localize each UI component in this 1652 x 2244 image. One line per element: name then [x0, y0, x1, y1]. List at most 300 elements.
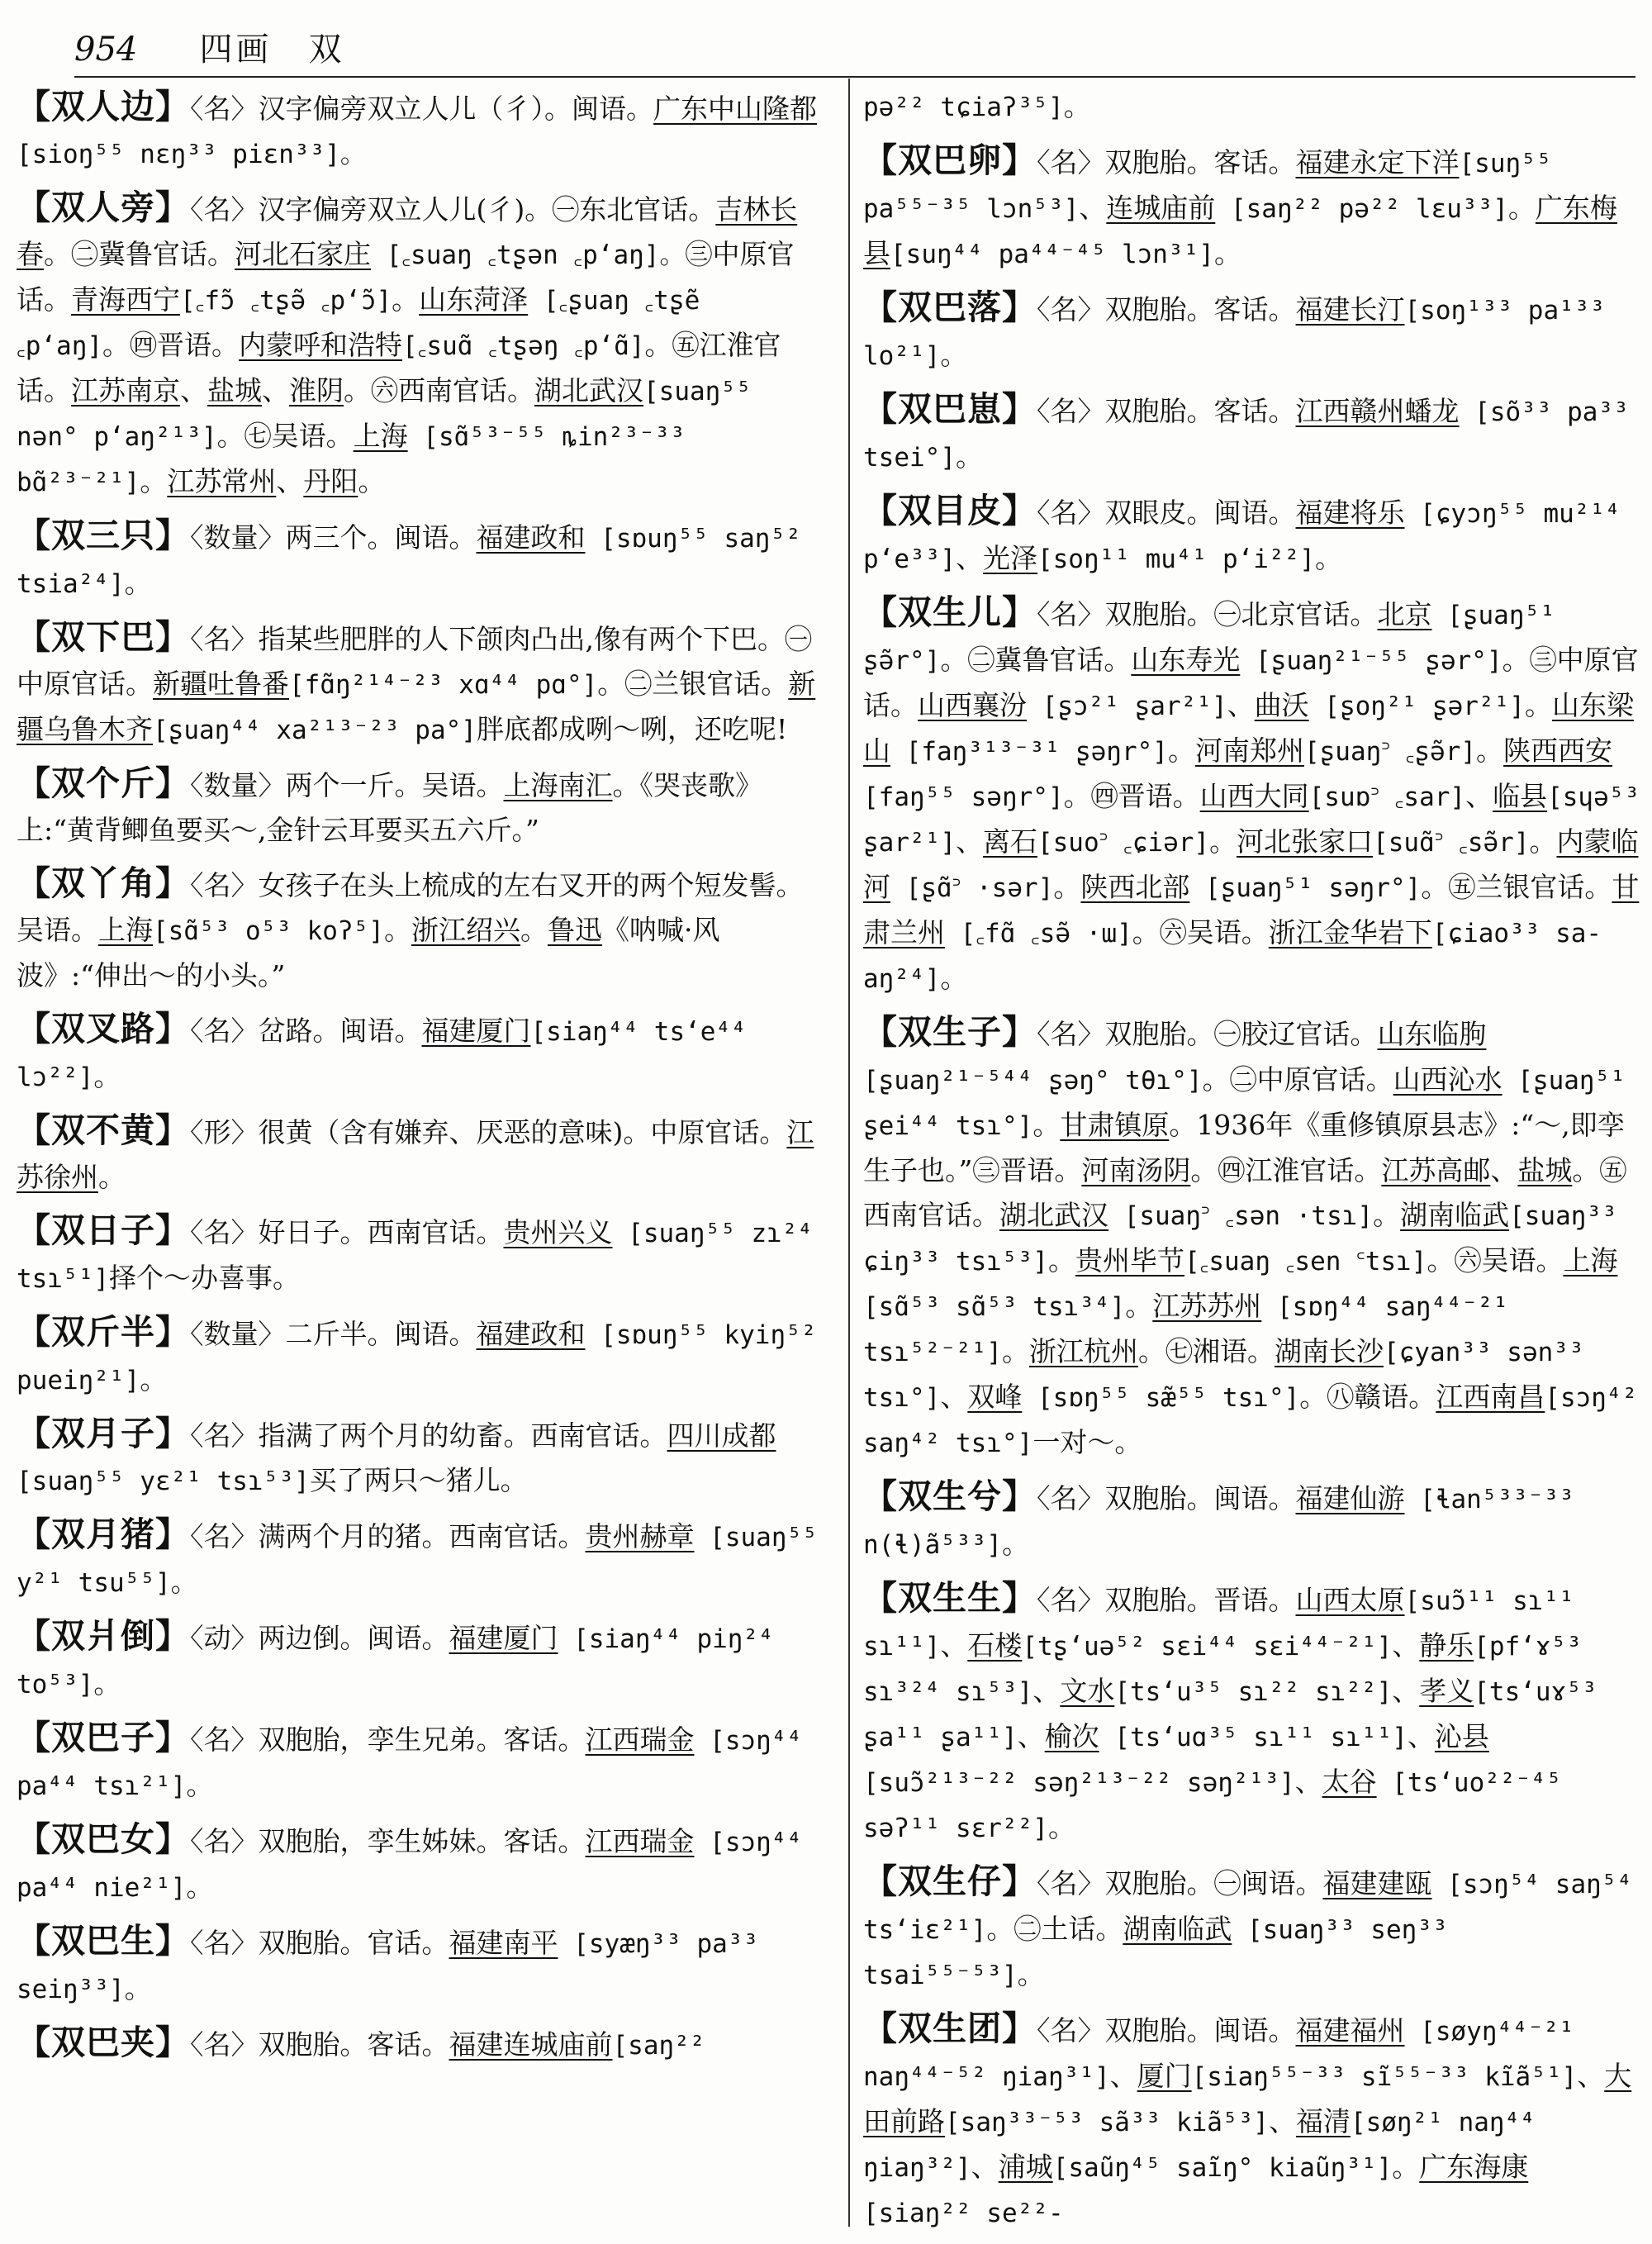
- entry-headword: 【双月猪】: [17, 1514, 190, 1554]
- definition-text: 、: [1465, 780, 1493, 812]
- phonetic-transcription: [tsʻu³⁵ sɿ²² sɿ²²]: [1114, 1677, 1393, 1707]
- dictionary-entry: [863, 138, 1644, 277]
- definition-text: 。㊄西南官话。: [863, 1154, 1627, 1231]
- entry-headword: 【双巴落】: [863, 288, 1037, 327]
- place-name: 江苏苏州: [1152, 1290, 1262, 1322]
- phonetic-transcription: [siaŋ⁴⁴ piŋ²⁴ to⁵³]: [17, 1624, 774, 1700]
- phonetic-transcription: [saũŋ⁴⁵ saĩŋ° kiaũŋ³¹]: [1052, 2153, 1393, 2183]
- place-name: 贵州赫章: [585, 1520, 695, 1552]
- phonetic-transcription: [siaŋ⁵⁵⁻³³ sĩ⁵⁵⁻³³ kĩã⁵¹]: [1191, 2062, 1578, 2092]
- place-name: 福建政和: [476, 521, 586, 554]
- place-name: 江西赣州蟠龙: [1295, 395, 1460, 427]
- definition-text: 〈名〉岔路。闽语。: [190, 1015, 422, 1047]
- place-name: 福建政和: [476, 1318, 586, 1350]
- definition-text: 、: [1227, 689, 1255, 721]
- dictionary-entry: [863, 1859, 1644, 1998]
- place-name: 江苏高邮: [1381, 1154, 1491, 1186]
- phonetic-transcription: [ɕyan³³ sən³³ tsɿ°]: [863, 1338, 1584, 1413]
- place-name: 淮阴: [289, 374, 344, 406]
- place-name: 四川成都: [667, 1419, 776, 1452]
- dictionary-entry: [863, 387, 1644, 480]
- definition-text: 〈名〉双胞胎。㊀闽语。: [1037, 1867, 1323, 1899]
- entry-headword: 【双生儿】: [863, 592, 1037, 632]
- place-name: 贵州毕节: [1075, 1244, 1184, 1277]
- definition-text: 。: [140, 1363, 168, 1395]
- definition-text: 。: [1063, 90, 1091, 122]
- definition-text: 。: [1209, 825, 1237, 858]
- definition-text: 。: [1047, 1244, 1075, 1277]
- phonetic-transcription: [sɒŋ⁵⁵ sæ̃⁵⁵ tsɿ°]: [1022, 1383, 1300, 1413]
- place-name: 上海南汇: [503, 769, 613, 801]
- phonetic-transcription: [syæŋ³³ pa³³ seiŋ³³]: [17, 1929, 759, 2004]
- phonetic-transcription: [suo꜄ ꜀ɕiər]: [1037, 828, 1210, 858]
- right-column: [863, 84, 1644, 2244]
- definition-text: 、: [180, 374, 207, 406]
- place-name: 盐城: [207, 374, 262, 406]
- entry-headword: 【双人旁】: [17, 188, 190, 227]
- place-name: 连城庙前: [1106, 192, 1216, 224]
- definition-text: 、: [1577, 2060, 1605, 2092]
- definition-text: 。: [93, 1667, 121, 1700]
- place-name: 江西南昌: [1436, 1381, 1545, 1413]
- definition-text: 。㊁中原官话。: [1202, 1063, 1393, 1096]
- phonetic-transcription: [sɥə⁵³ ʂar²¹]: [863, 782, 1640, 858]
- column-divider: [848, 78, 850, 2227]
- dictionary-entry: [17, 761, 822, 853]
- definition-text: 、: [1490, 1154, 1518, 1186]
- place-name: 太谷: [1322, 1766, 1377, 1798]
- definition-text: 。: [170, 1566, 198, 1598]
- entry-headword: 【双叉路】: [17, 1009, 190, 1048]
- dictionary-entry: [863, 488, 1644, 582]
- definition-text: 、: [1109, 2060, 1137, 2092]
- dictionary-entry: [17, 1411, 822, 1504]
- definition-text: 、: [262, 374, 289, 406]
- definition-text: 。: [392, 283, 420, 316]
- definition-text: 。㊁兰银官话。: [597, 668, 789, 700]
- phonetic-transcription: [suɒ꜄ ꜀sar]: [1308, 782, 1466, 812]
- definition-text: 。1936年《重修镇原县志》:“～,即孪生子也。”㊂晋语。: [863, 1109, 1625, 1186]
- place-name: 新疆乌鲁木齐: [17, 668, 816, 745]
- definition-text: 。: [1213, 237, 1241, 269]
- definition-text: 、: [971, 2151, 999, 2183]
- place-name: 福建将乐: [1295, 497, 1405, 529]
- phonetic-transcription: [tsʻuo²²⁻⁴⁵ səʔ¹¹ sɛr²²]: [863, 1768, 1562, 1843]
- entry-headword: 【双生仔】: [863, 1861, 1037, 1901]
- place-name: 山西大同: [1199, 780, 1309, 812]
- place-name: 湖南临武: [1400, 1199, 1510, 1231]
- place-name: 福建厦门: [449, 1622, 558, 1654]
- definition-text: 。: [1047, 1811, 1075, 1843]
- definition-text: 。: [1392, 2151, 1420, 2183]
- place-name: 临县: [1493, 780, 1548, 812]
- page-number: 954: [74, 31, 138, 69]
- definition-text: 〈名〉汉字偏旁双立人儿（彳）。闽语。: [190, 93, 653, 125]
- entry-headword: 【双巴生】: [17, 1921, 190, 1961]
- place-name: 双峰: [967, 1381, 1023, 1413]
- definition-text: 。㊁土话。: [986, 1913, 1123, 1945]
- definition-text: 、: [1032, 1675, 1061, 1707]
- dictionary-entry: [17, 513, 822, 606]
- definition-text: 。㊄江淮官话。: [17, 329, 781, 406]
- place-name: 大田前路: [863, 2060, 1632, 2137]
- definition-text: 、: [1017, 1720, 1045, 1752]
- place-name: 浙江绍兴: [411, 914, 520, 946]
- phonetic-transcription: [ʂoŋ²¹ ʂər²¹]: [1308, 692, 1525, 721]
- phonetic-transcription: [tsʻuɤ⁵³ ʂa¹¹ ʂa¹¹]: [863, 1677, 1597, 1752]
- place-name: 甘肃镇原: [1060, 1109, 1170, 1141]
- phonetic-transcription: [ʂuaŋ⁴⁴ xa²¹³⁻²³ pa°]: [153, 716, 477, 745]
- phonetic-transcription: [꜀ʂuaŋ ꜀tʂẽ ꜀pʻaŋ]: [17, 286, 700, 361]
- dictionary-entry: [17, 1614, 822, 1707]
- definition-text: 〈形〉很黄（含有嫌弃、厌恶的意味)。中原官话。: [190, 1116, 787, 1148]
- dictionary-entry: [863, 285, 1644, 378]
- definition-text: 。㊅吴语。: [1132, 916, 1269, 948]
- definition-text: 。㊆湘语。: [1137, 1335, 1275, 1367]
- phonetic-transcription: [suaŋ⁵⁵ zɿ²⁴ tsɿ⁵¹]: [17, 1219, 814, 1294]
- dictionary-entry: [17, 861, 822, 998]
- place-name: 吉林长春: [17, 193, 798, 270]
- definition-text: 。㊇赣语。: [1299, 1381, 1436, 1413]
- dictionary-entry: [863, 1576, 1644, 1851]
- definition-text: 〈名〉双胞胎。官话。: [190, 1927, 449, 1959]
- definition-text: 〈名〉双胞胎。客话。: [1037, 395, 1296, 427]
- place-name: 盐城: [1517, 1154, 1573, 1186]
- phonetic-transcription: [saŋ²²: [612, 2031, 705, 2061]
- place-name: 广东梅县: [863, 192, 1617, 269]
- definition-text: 一对～。: [1032, 1426, 1142, 1458]
- dictionary-entry: [863, 1010, 1644, 1466]
- phonetic-transcription: [sɔŋ⁴⁴ pa⁴⁴ nie²¹]: [17, 1828, 803, 1903]
- definition-text: 。㊄兰银官话。: [1421, 871, 1612, 903]
- definition-text: 〈名〉双胞胎。客话。: [190, 2028, 449, 2061]
- dictionary-entry: [863, 1474, 1644, 1567]
- phonetic-transcription: [sioŋ⁵⁵ nɛŋ³³ piɛn³³]。: [17, 140, 366, 169]
- definition-text: 、: [1407, 1720, 1435, 1752]
- phonetic-transcription: [pfʻɤ⁵³ sɿ³²⁴ sɿ⁵³]: [863, 1632, 1582, 1707]
- phonetic-transcription: [sɔŋ⁴⁴ pa⁴⁴ tsɿ²¹]: [17, 1726, 803, 1801]
- place-name: 广东海康: [1419, 2151, 1529, 2183]
- entry-headword: 【双三只】: [17, 516, 190, 555]
- place-name: 内蒙呼和浩特: [239, 329, 403, 361]
- place-name: 福建福州: [1295, 2014, 1405, 2047]
- definition-text: 〈名〉双眼皮。闽语。: [1037, 497, 1296, 529]
- phonetic-transcription: [suɔ̃²¹³⁻²² səŋ²¹³⁻²² səŋ²¹³]: [863, 1768, 1295, 1798]
- place-name: 沁县: [1434, 1720, 1489, 1752]
- definition-text: 。: [358, 465, 386, 497]
- phonetic-transcription: [ʂuaŋ²¹⁻⁵⁵ ʂər°]: [1240, 646, 1502, 676]
- place-name: 静乐: [1419, 1629, 1474, 1662]
- place-name: 光泽: [982, 542, 1037, 574]
- place-name: 江西瑞金: [585, 1825, 695, 1857]
- definition-text: 〈名〉好日子。西南官话。: [190, 1216, 504, 1248]
- phonetic-transcription: [saŋ²² pə²² lɛu³³]: [1215, 194, 1508, 224]
- definition-text: 〈名〉双胞胎。晋语。: [1037, 1584, 1296, 1616]
- definition-text: 。: [1524, 689, 1552, 721]
- place-name: 石楼: [967, 1629, 1023, 1662]
- phonetic-transcription: [sɑ̃⁵³ sɑ̃⁵³ tsɿ³⁴]: [863, 1292, 1126, 1322]
- phonetic-transcription: [suɔ̃¹¹ sɿ¹¹ sɿ¹¹]: [863, 1586, 1574, 1662]
- phonetic-transcription: [sõ³³ pa³³ tsei°]: [863, 397, 1629, 473]
- definition-text: 。: [1032, 1109, 1061, 1141]
- definition-text: 。: [186, 1871, 214, 1903]
- place-name: 厦门: [1137, 2060, 1192, 2092]
- phonetic-transcription: pə²² tɕiaʔ³⁵]: [863, 93, 1064, 122]
- phonetic-transcription: [soŋ¹³³ pa¹³³ lo²¹]: [863, 296, 1606, 371]
- definition-text: 〈名〉双胞胎。客话。: [1037, 293, 1296, 326]
- place-name: 榆次: [1044, 1720, 1099, 1752]
- definition-text: 〈数量〉两个一斤。吴语。: [190, 769, 504, 801]
- entry-headword: 【双巴崽】: [863, 389, 1037, 429]
- phonetic-transcription: [suaŋ⁵⁵ y²¹ tsu⁵⁵]: [17, 1523, 818, 1598]
- definition-text: 〈名〉指某些肥胖的人下颌肉凸出,像有两个下巴。㊀中原官话。: [17, 623, 812, 700]
- definition-text: 〈名〉双胞胎。客话。: [1037, 146, 1296, 178]
- place-name: 福建仙游: [1295, 1482, 1405, 1514]
- phonetic-transcription: [suɑ̃꜄ ꜀sə̃r]: [1373, 828, 1530, 858]
- phonetic-transcription: [sɒŋ⁴⁴ saŋ⁴⁴⁻²¹ tsɿ⁵²⁻²¹]: [863, 1292, 1508, 1367]
- phonetic-transcription: [suaŋ⁵⁵ yɛ²¹ tsɿ⁵³]: [17, 1467, 310, 1496]
- entry-headword: 【双下巴】: [17, 617, 190, 657]
- dictionary-entry: [17, 1715, 822, 1809]
- definition-text: 。: [383, 914, 411, 946]
- entry-headword: 【双人边】: [17, 87, 190, 126]
- place-name: 福建厦门: [421, 1015, 531, 1047]
- definition-text: 。: [124, 1972, 152, 2004]
- entry-headword: 【双个斤】: [17, 763, 190, 803]
- definition-text: 。: [1476, 735, 1504, 767]
- place-name: 江苏南京: [71, 374, 180, 406]
- phonetic-transcription: [ʂuaŋ⁵¹ ʂei⁴⁴ tsɿ°]: [863, 1066, 1626, 1141]
- place-name: 上海: [1563, 1244, 1618, 1277]
- dictionary-entry: [863, 84, 1644, 130]
- phonetic-transcription: [sɒuŋ⁵⁵ saŋ⁵² tsia²⁴]: [17, 524, 801, 599]
- dictionary-entry: [17, 1006, 822, 1100]
- definition-text: 〈名〉满两个月的猪。西南官话。: [190, 1520, 586, 1552]
- entry-headword: 【双不黄】: [17, 1110, 190, 1150]
- place-name: 河北张家口: [1237, 825, 1374, 858]
- place-name: 山东寿光: [1131, 644, 1241, 676]
- phonetic-transcription: [soŋ¹¹ mu⁴¹ pʻi²²]: [1037, 544, 1315, 574]
- definition-text: 。: [98, 1161, 126, 1193]
- definition-text: 〈数量〉二斤半。闽语。: [190, 1318, 477, 1350]
- place-name: 福建永定下洋: [1295, 146, 1460, 178]
- definition-text: 。: [955, 440, 983, 473]
- definition-text: 、: [1294, 1766, 1322, 1798]
- place-name: 江苏常州: [167, 465, 277, 497]
- definition-text: 。: [1125, 1290, 1153, 1322]
- definition-text: 。: [93, 1060, 121, 1092]
- dictionary-entry: [17, 1918, 822, 2012]
- definition-text: 〈动〉两边倒。闽语。: [190, 1622, 449, 1654]
- phonetic-transcription: [sɑ̃⁵³ o⁵³ koʔ⁵]: [153, 916, 384, 946]
- place-name: 内蒙临河: [863, 825, 1639, 903]
- place-name: 贵州兴义: [503, 1216, 613, 1248]
- definition-text: 。: [1167, 735, 1195, 767]
- place-name: 河南郑州: [1194, 735, 1304, 767]
- place-name: 湖南长沙: [1274, 1335, 1384, 1367]
- definition-text: 〈名〉双胞胎，孪生姊妹。客话。: [190, 1825, 586, 1857]
- phonetic-transcription: [suaŋ꜄ ꜀sən ·tsɿ]: [1108, 1201, 1374, 1231]
- dictionary-entry: [17, 1208, 822, 1301]
- dictionary-entry: [17, 1310, 822, 1403]
- entry-headword: 【双巴女】: [17, 1819, 190, 1859]
- phonetic-transcription: [siaŋ⁴⁴ tsʻe⁴⁴ lɔ²²]: [17, 1017, 747, 1092]
- entry-headword: 【双生生】: [863, 1578, 1037, 1618]
- phonetic-transcription: [søŋ²¹ naŋ⁴⁴ ŋiaŋ³²]: [863, 2108, 1536, 2183]
- phonetic-transcription: [꜀fɑ̃ ꜀sə̃ ·ɯ]: [945, 919, 1132, 948]
- dictionary-entry: [17, 1108, 822, 1200]
- dictionary-entry: [17, 2020, 822, 2068]
- definition-text: 。: [1001, 1335, 1029, 1367]
- definition-text: 。: [1314, 542, 1342, 574]
- definition-text: 〈名〉指满了两个月的幼畜。西南官话。: [190, 1419, 667, 1452]
- phonetic-transcription: [sɑ̃⁵³⁻⁵⁵ ȵin²³⁻³³ bɑ̃²³⁻²¹]: [17, 422, 686, 497]
- definition-text: 。: [940, 339, 968, 371]
- place-name: 离石: [982, 825, 1037, 858]
- place-name: 陕西西安: [1503, 735, 1613, 767]
- place-name: 山东菏泽: [419, 283, 529, 316]
- phonetic-transcription: [sɒuŋ⁵⁵ kyiŋ⁵² pueiŋ²¹]: [17, 1320, 817, 1395]
- phonetic-transcription: [siaŋ²² se²²-: [863, 2199, 1064, 2228]
- place-name: 鲁迅: [547, 914, 602, 946]
- phonetic-transcription: [suaŋ³³ ɕiŋ³³ tsɿ⁵³]: [863, 1201, 1617, 1277]
- place-name: 浦城: [998, 2151, 1053, 2183]
- definition-text: 买了两只～猪儿。: [309, 1464, 528, 1496]
- phonetic-transcription: [ɬan⁵³³⁻³³ n(ɬ)ã⁵³³]: [863, 1485, 1574, 1560]
- definition-text: ㊂中原官话。: [17, 238, 795, 316]
- definition-text: 。㊃晋语。: [102, 329, 240, 361]
- place-name: 山东梁山: [863, 689, 1634, 767]
- phonetic-transcription: [꜀suaŋ ꜀tʂən ꜀pʻaŋ]。: [371, 240, 686, 270]
- phonetic-transcription: [sɔŋ⁵⁴ saŋ⁵⁴ tsʻiɛ²¹]: [863, 1870, 1633, 1945]
- definition-text: 。㊃江淮官话。: [1190, 1154, 1382, 1186]
- place-name: 河北石家庄: [235, 238, 371, 270]
- definition-text: 、: [1079, 192, 1107, 224]
- place-name: 上海: [98, 914, 153, 946]
- place-name: 曲沃: [1254, 689, 1309, 721]
- definition-text: 〈名〉双胞胎。闽语。: [1037, 1482, 1296, 1514]
- dictionary-entry: [17, 1817, 822, 1910]
- definition-text: 、: [1392, 1675, 1420, 1707]
- dictionary-entry: [17, 615, 822, 753]
- definition-text: 〈名〉女孩子在头上梳成的左右叉开的两个短发髻。吴语。: [17, 869, 804, 946]
- definition-text: 。㊃晋语。: [1063, 780, 1200, 812]
- entry-headword: 【双巴卵】: [863, 140, 1037, 180]
- definition-text: 、: [955, 825, 983, 858]
- place-name: 福清: [1295, 2105, 1351, 2137]
- place-name: 福建南平: [449, 1927, 558, 1959]
- entry-headword: 【双生子】: [863, 1012, 1037, 1052]
- header-rule: [74, 76, 1635, 78]
- dictionary-entry: [863, 590, 1644, 1001]
- definition-text: 。㊅吴语。: [1427, 1244, 1564, 1277]
- definition-text: 。㊁冀鲁官话。: [940, 644, 1132, 676]
- phonetic-transcription: [sɔŋ⁴² saŋ⁴² tsɿ°]: [863, 1383, 1638, 1458]
- definition-text: 、: [1392, 1629, 1420, 1662]
- place-name: 新疆吐鲁番: [153, 668, 289, 700]
- entry-headword: 【双巴子】: [17, 1718, 190, 1757]
- definition-text: 。: [1017, 1958, 1045, 1990]
- definition-text: 、: [940, 1629, 968, 1662]
- entry-headword: 【双目皮】: [863, 491, 1037, 530]
- dictionary-entry: [863, 2006, 1644, 2236]
- phonetic-transcription: [ɕiao³³ sa-aŋ²⁴]: [863, 919, 1602, 994]
- phonetic-transcription: [ʂuaŋ²¹⁻⁵⁴⁴ ʂəŋ° tθɿ°]: [863, 1066, 1203, 1096]
- entry-headword: 【双斤半】: [17, 1312, 190, 1352]
- place-name: 山东临朐: [1377, 1018, 1487, 1050]
- phonetic-transcription: [꜀suaŋ ꜀sen ꜂tsɿ]: [1184, 1247, 1427, 1277]
- definition-text: 、: [955, 542, 983, 574]
- phonetic-transcription: [tʂʻuə⁵² sɛi⁴⁴ sɛi⁴⁴⁻²¹]: [1022, 1632, 1393, 1662]
- place-name: 文水: [1060, 1675, 1115, 1707]
- place-name: 孝义: [1419, 1675, 1474, 1707]
- entry-headword: 【双生兮】: [863, 1476, 1037, 1516]
- definition-text: 。: [1507, 192, 1536, 224]
- place-name: 湖北武汉: [534, 374, 643, 406]
- definition-text: 〈数量〉两三个。闽语。: [190, 521, 477, 554]
- phonetic-transcription: [ʂɔ²¹ ʂar²¹]: [1027, 692, 1227, 721]
- dictionary-entry: [17, 185, 822, 505]
- definition-text: 、: [940, 1381, 968, 1413]
- definition-text: 《呐喊·风波》:“伸出～的小头。”: [17, 914, 720, 991]
- definition-text: 。: [940, 962, 968, 994]
- place-name: 浙江金华岩下: [1268, 916, 1432, 948]
- phonetic-transcription: [꜀suɑ̃ ꜀tʂəŋ ꜀pʻɑ̃]: [402, 331, 645, 361]
- place-name: 河南汤阴: [1081, 1154, 1191, 1186]
- definition-text: 。《哭丧歌》上:“黄背鲫鱼要买～,金针云耳要买五六斤。”: [17, 769, 762, 846]
- phonetic-transcription: [suŋ⁴⁴ pa⁴⁴⁻⁴⁵ lɔn³¹]: [890, 240, 1214, 269]
- definition-text: 。㊂中原官话。: [863, 644, 1639, 721]
- place-name: 湖南临武: [1123, 1913, 1232, 1945]
- phonetic-transcription: [ɕyɔŋ⁵⁵ mu²¹⁴ pʻe³³]: [863, 499, 1621, 574]
- definition-text: 。: [1373, 1199, 1401, 1231]
- place-name: 浙江杭州: [1028, 1335, 1138, 1367]
- definition-text: 。: [1053, 871, 1081, 903]
- phonetic-transcription: [søyŋ⁴⁴⁻²¹ naŋ⁴⁴⁻⁵² ŋiaŋ³¹]: [863, 2017, 1574, 2092]
- phonetic-transcription: [saŋ³³⁻⁵³ sã³³ kiã⁵³]: [945, 2108, 1269, 2137]
- place-name: 江苏徐州: [17, 1116, 814, 1193]
- definition-text: 。㊁冀鲁官话。: [44, 238, 235, 270]
- place-name: 上海: [353, 420, 408, 452]
- place-name: 福建长汀: [1295, 293, 1405, 326]
- definition-text: 。㊆吴语。: [216, 420, 354, 452]
- definition-text: 。: [520, 914, 548, 946]
- phonetic-transcription: [suŋ⁵⁵ pa⁵⁵⁻³⁵ lɔn⁵³]: [863, 149, 1552, 224]
- definition-text: 〈名〉双胞胎。闽语。: [1037, 2014, 1296, 2047]
- phonetic-transcription: [tsʻuɑ³⁵ sɿ¹¹ sɿ¹¹]: [1099, 1723, 1408, 1752]
- entry-headword: 【双爿倒】: [17, 1616, 190, 1656]
- entry-headword: 【双日子】: [17, 1210, 190, 1250]
- place-name: 北京: [1377, 598, 1432, 630]
- dictionary-entry: [17, 1512, 822, 1605]
- definition-text: 。㊅西南官话。: [344, 374, 534, 406]
- definition-text: 择个～办喜事。: [108, 1262, 300, 1294]
- definition-text: 。: [140, 465, 168, 497]
- place-name: 山西襄汾: [918, 689, 1027, 721]
- phonetic-transcription: [ʂuaŋ⁵¹ səŋr°]: [1189, 873, 1422, 903]
- place-name: 江西瑞金: [585, 1723, 695, 1756]
- entry-headword: 【双生团】: [863, 2009, 1037, 2048]
- place-name: 甘肃兰州: [863, 871, 1640, 948]
- definition-text: 。: [1529, 825, 1557, 858]
- definition-text: 〈名〉双胞胎。㊀胶辽官话。: [1037, 1018, 1378, 1050]
- place-name: 广东中山隆都: [653, 93, 817, 125]
- definition-text: 。: [186, 1769, 214, 1801]
- place-name: 福建连城庙前: [449, 2028, 613, 2061]
- dictionary-entry: [17, 84, 822, 177]
- phonetic-transcription: [suaŋ³³ seŋ³³ tsai⁵⁵⁻⁵³]: [863, 1915, 1448, 1990]
- phonetic-transcription: [fɑ̃ŋ²¹⁴⁻²³ xɑ⁴⁴ pɑ°]: [289, 670, 598, 700]
